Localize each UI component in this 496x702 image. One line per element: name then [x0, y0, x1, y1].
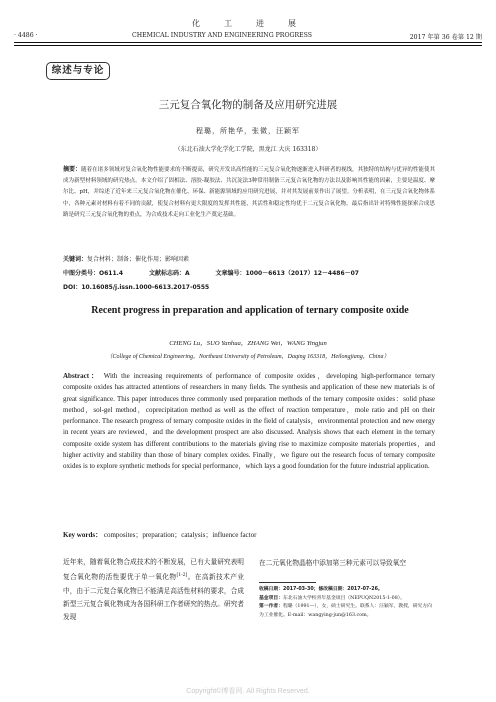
body-left-part2: 。在高新技术产业中，由于二元复合氧化物已不能满足高活性材料的要求，合成新型三元复合氧化物成为各国科研工作者研究的热点。研究者发现	[63, 573, 245, 622]
issue-info: 2017 年第 36 卷第 12 期	[409, 34, 482, 41]
chinese-authors: 程璐，所艳华，张微，汪颖军	[196, 127, 300, 135]
copyright-watermark: Copyright©博看网. All Rights Reserved.	[186, 688, 310, 695]
chinese-keywords-text: 复合材料；制备；催化作用；影响因素	[87, 256, 190, 263]
chinese-keywords	[63, 254, 435, 263]
english-keywords-text: composites；preparation；catalysis；influence factor	[103, 531, 257, 539]
page-number: · 4486 ·	[14, 32, 38, 39]
chinese-abstract-text: 随着在诸多领域对复合氧化物性能要求的不断提高，研究开发出高性能的三元复合氧化物逐渐进入科研者的视线，其独特的结构与优异的性能使其成为新型材料领域的研究热点。本文介绍了固相法、溶胶-凝胶法、共沉淀法3种常用制备三元复合氧化物的方法以及影响其性能的因素，主要是温度、摩尔比、pH，并综述了近年来三元复合氧化物在催化、环保、新能源领域的应用研究进展，并对其发展前景作出了展望。分析表明，在三元复合氧化物体系中，各种元素对材料有着不同的贡献，使复合材料有更大限度的发挥其性能，其活性和稳定性均优于二元复合氧化物。最后指出针对特殊性能探索合成思路是研究三元复合氧化物的重点，为合成技术走向工业化生产奠定基础。	[63, 167, 435, 218]
english-keywords-label: Key words：	[63, 531, 103, 539]
doi-label: DOI：	[63, 284, 82, 291]
section-tag: 综述与专论	[46, 62, 110, 80]
footnote-author: 第一作者：程璐（1991—），女，硕士研究生。联系人：汪颖军，教授，研究方向为工业催化。E-mail：wangying-jun@163.com。	[259, 604, 432, 618]
english-keywords	[63, 530, 435, 540]
body-text-left	[63, 556, 244, 624]
doc-code-value: A	[184, 270, 190, 277]
chinese-abstract	[63, 164, 435, 221]
chinese-keywords-label: 关键词：	[63, 256, 88, 263]
english-abstract-label: Abstract：	[63, 372, 101, 380]
header-rule-thick	[14, 42, 482, 43]
footnote-fund: 基金项目：东北石油大学校青年基金项目（NEPUQN2015-1-08）。	[259, 595, 405, 601]
doi-line	[63, 282, 435, 291]
doi-value: 10.16085/j.issn.1000-6613.2017-0555	[81, 284, 210, 291]
footnote-received: 收稿日期：2017-03-30；修改稿日期：2017-07-26。	[259, 587, 383, 592]
english-authors: CHENG Lu，SUO Yanhua，ZHANG Wei，WANG Yingjun	[169, 340, 327, 347]
english-title: Recent progress in preparation and application of ternary composite oxide	[91, 305, 409, 316]
journal-name-cn: 化 工 进 展	[192, 19, 304, 28]
body-text-right: 在二元氧化物晶格中添加第三种元素可以导致氧空	[259, 559, 407, 567]
journal-name-en: CHEMICAL INDUSTRY AND ENGINEERING PROGRESS	[132, 32, 313, 39]
doc-code-label: 文献标志码：	[148, 270, 185, 277]
chinese-affiliation: （东北石油大学化学化工学院，黑龙江 大庆 163318）	[174, 146, 322, 153]
class-value: O611.4	[99, 270, 124, 277]
english-abstract	[63, 371, 435, 473]
classification-line	[63, 268, 435, 277]
english-affiliation: （College of Chemical Engineering，Northeast University of Petroleum，Daqing 163318，Heilongjiang，China）	[106, 354, 390, 360]
body-left-part1: 近年来，随着氧化物合成技术的不断发展，已有大量研究表明复合氧化物的活性要优于单一氧化物	[63, 558, 244, 582]
chinese-abstract-label: 摘要：	[63, 166, 82, 173]
footnote-rule	[259, 582, 316, 583]
article-no-label: 文章编号：	[215, 270, 246, 277]
class-label: 中图分类号：	[63, 270, 100, 277]
chinese-title: 三元复合氧化物的制备及应用研究进展	[158, 99, 338, 111]
english-abstract-text: With the increasing requirements of performance of composite oxides，developing high-performance ternary composite oxides has attracted attentions of researchers in many fields. The synthesis and application of these new materials is of great significance. This paper introduces three commonly used preparation methods of the ternary composite oxides：solid phase method，sol-gel method，coprecipitation method as well as the effect of reaction temperature，mole ratio and pH on their performance. The research progress of ternary composite oxides in the field of catalysis，environmental protection and new energy in recent years are reviewed，and the development prospect are also discussed. Analysis shows that each element in the ternary composite oxide system has different contributions to the materials giving rise to maximize composite materials properties，and higher activity and stability than those of binary complex oxides. Finally，we figure out the research focus of ternary composite oxides is to explore synthetic methods for special performance，which lays a good foundation for the future industrial application.	[63, 372, 435, 471]
header-rule-thin	[14, 45, 482, 46]
footnotes	[259, 586, 436, 620]
article-no-value: 1000－6613（2017）12－4486－07	[245, 270, 359, 277]
citation-ref: [1-2]	[176, 573, 188, 579]
